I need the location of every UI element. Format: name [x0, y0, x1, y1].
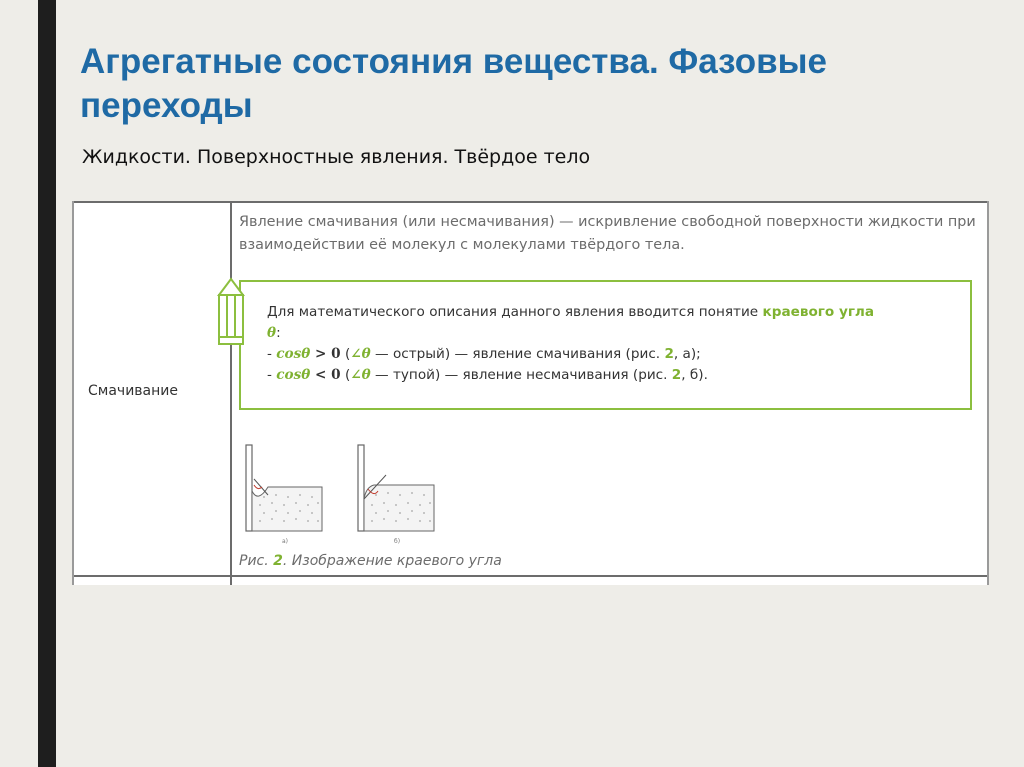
figure-b-label: б) [394, 538, 401, 545]
item2-cos: cosθ [276, 367, 311, 383]
table-bottom-border [72, 575, 989, 577]
contact-angle-figures [242, 439, 472, 547]
item1-zero: 0 [331, 346, 341, 362]
content-table [72, 201, 989, 585]
term-contact-angle[interactable]: краевого угла [762, 304, 875, 320]
item2-desc: — тупой) — явление несмачивания (рис. [370, 367, 672, 383]
theta-symbol: θ [267, 325, 277, 341]
item2-fig-link[interactable]: 2 [671, 367, 682, 383]
colon: : [276, 325, 281, 341]
figure-caption [239, 553, 502, 569]
item1-line [267, 346, 701, 362]
pencil-icon [215, 277, 247, 347]
slide-title: Агрегатные состояния вещества. Фазовые переходы [80, 42, 827, 125]
math-callout-box [239, 280, 972, 410]
item1-relation: > [310, 346, 332, 362]
left-accent-bar [38, 0, 56, 767]
table-right-border [987, 201, 989, 585]
caption-text: . Изображение краевого угла [282, 553, 502, 569]
table-top-border [72, 201, 989, 203]
item2-line [267, 367, 708, 383]
item1-open: ( [340, 346, 351, 362]
caption-fig-number: 2 [273, 553, 283, 569]
figure-a-label: а) [282, 538, 289, 545]
figure-a-wetting [246, 445, 322, 531]
table-column-divider [230, 201, 232, 585]
item1-desc: — острый) — явление смачивания (рис. [370, 346, 665, 362]
caption-prefix: Рис. [239, 553, 274, 569]
item1-cos: cosθ [276, 346, 311, 362]
item2-dash: - [267, 367, 277, 383]
callout-text [267, 302, 967, 386]
figure-b-nonwetting [358, 445, 434, 531]
item2-zero: 0 [331, 367, 341, 383]
definition-text: Явление смачивания (или несмачивания) — искривление свободной поверхности жидкости при взаимодействии её молекул с молекулами твёрдого тела. [239, 214, 976, 253]
item2-open: ( [340, 367, 351, 383]
item1-fig-link[interactable]: 2 [664, 346, 674, 362]
item2-angle: ∠θ [350, 367, 371, 383]
item1-angle: ∠θ [350, 346, 371, 362]
row-label-wetting: Смачивание [88, 383, 178, 399]
item1-dash: - [267, 346, 277, 362]
item2-relation: < [310, 367, 332, 383]
callout-intro: Для математического описания данного явления вводится понятие [267, 304, 759, 320]
slide-subtitle: Жидкости. Поверхностные явления. Твёрдое тело [82, 146, 591, 168]
item1-tail: , а); [673, 346, 701, 362]
item2-tail: , б). [681, 367, 708, 383]
table-left-border [72, 201, 74, 585]
